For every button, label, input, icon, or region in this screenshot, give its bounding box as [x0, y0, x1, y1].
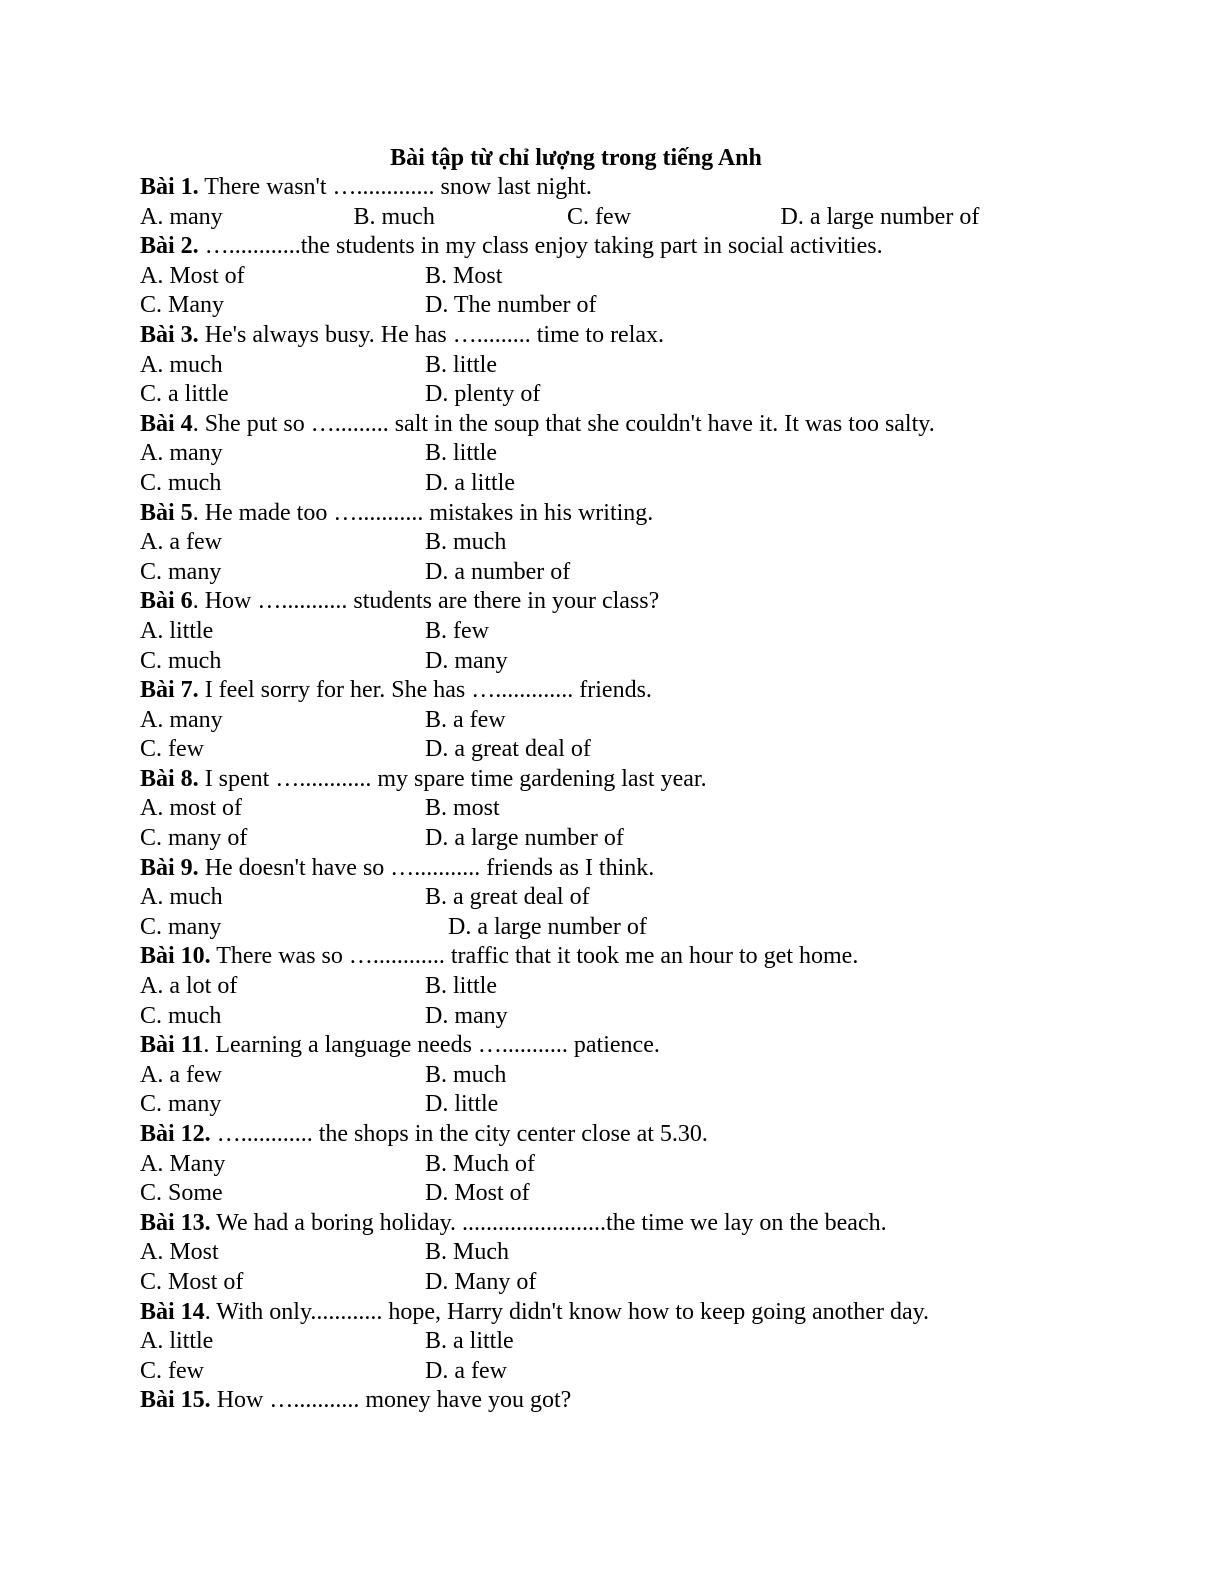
answer-option[interactable]: A. many [140, 203, 223, 230]
question-text: I spent …............ my spare time gardening last year. [198, 765, 707, 792]
answer-options-row [140, 1357, 1020, 1387]
answer-option[interactable]: A. a few [140, 529, 222, 556]
answer-options-row [140, 706, 1020, 736]
question-text: He's always busy. He has …......... time to relax. [198, 321, 665, 348]
question-stem [140, 410, 1020, 440]
question-text: She put so …......... salt in the soup that she couldn't have it. It was too salty. [198, 410, 935, 437]
answer-option[interactable]: D. many [425, 647, 508, 674]
question-number: Bài 15. [140, 1387, 211, 1414]
answer-options-row [140, 883, 1020, 913]
answer-option[interactable]: A. a few [140, 1061, 222, 1088]
answer-option[interactable]: D. a little [425, 469, 515, 496]
answer-option[interactable]: D. a few [425, 1357, 507, 1384]
answer-options-row [140, 380, 1020, 410]
answer-option[interactable]: A. little [140, 617, 214, 644]
answer-options-row [140, 203, 1020, 233]
question-stem [140, 587, 1020, 617]
question-number-separator: . [192, 410, 199, 437]
question-stem [140, 232, 1020, 262]
answer-options-row [140, 1090, 1020, 1120]
answer-option[interactable]: A. Most of [140, 262, 245, 289]
question-text: We had a boring holiday. ........................the time we lay on the beach. [210, 1209, 887, 1236]
answer-option[interactable]: C. much [140, 469, 222, 496]
question-number: Bài 10. [140, 943, 211, 970]
question-stem [140, 854, 1020, 884]
answer-option[interactable]: C. much [140, 1002, 222, 1029]
question-number: Bài 2. [140, 233, 199, 260]
answer-option[interactable]: C. many [140, 1091, 222, 1118]
answer-options-row [140, 735, 1020, 765]
question-stem [140, 942, 1020, 972]
answer-option[interactable]: B. few [425, 617, 489, 644]
question-number-separator: . [192, 499, 199, 526]
question-number: Bài 3. [140, 321, 199, 348]
question-number: Bài 12. [140, 1121, 211, 1147]
answer-options-row [140, 262, 1020, 292]
question-stem [140, 1209, 1020, 1239]
question-text: How …........... money have you got? [210, 1387, 572, 1414]
question-number: Bài 1. [140, 174, 199, 200]
answer-option[interactable]: B. much [425, 529, 507, 556]
answer-option[interactable]: D. little [425, 1091, 499, 1118]
answer-options-row [140, 1002, 1020, 1032]
question-text: He made too …........... mistakes in his writing. [198, 499, 654, 526]
answer-options-row [140, 1150, 1020, 1180]
question-text: There wasn't …............. snow last night. [198, 174, 592, 200]
question-number: Bài 6 [140, 588, 193, 615]
document-title: Bài tập từ chỉ lượng trong tiếng Anh [390, 145, 762, 171]
question-text: He doesn't have so …........... friends as I think. [198, 854, 655, 881]
answer-options-row [140, 439, 1020, 469]
answer-option[interactable]: D. a large number of [425, 825, 624, 852]
question-text: There was so …............ traffic that it took me an hour to get home. [210, 943, 859, 970]
answer-option[interactable]: A. Many [140, 1150, 226, 1177]
answer-option[interactable]: C. much [140, 647, 222, 674]
question-text: How …........... students are there in your class? [198, 588, 660, 615]
answer-options-row [140, 824, 1020, 854]
answer-options-row [140, 528, 1020, 558]
question-stem [140, 1031, 1020, 1061]
question-number-separator: . [203, 1032, 210, 1059]
question-stem [140, 1386, 1020, 1416]
answer-option[interactable]: C. Most of [140, 1268, 244, 1295]
answer-option[interactable]: C. few [140, 736, 204, 763]
answer-option[interactable]: B. Much of [425, 1150, 535, 1177]
answer-options-row [140, 351, 1020, 381]
question-list [140, 173, 1020, 1416]
question-number: Bài 7. [140, 677, 199, 704]
question-number: Bài 11 [140, 1032, 204, 1059]
answer-option[interactable]: B. little [425, 351, 497, 378]
answer-option[interactable]: B. Most [425, 262, 503, 289]
answer-option[interactable]: C. Some [140, 1180, 223, 1207]
answer-options-row [140, 913, 1020, 943]
answer-option[interactable]: A. a lot of [140, 973, 238, 1000]
question-text: With only............ hope, Harry didn't know how to keep going another day. [210, 1298, 930, 1325]
question-text: …............ the shops in the city center close at 5.30. [210, 1121, 708, 1147]
answer-option[interactable]: D. Many of [425, 1268, 537, 1295]
question-stem [140, 765, 1020, 795]
question-number: Bài 8. [140, 765, 199, 792]
answer-option[interactable]: B. a little [425, 1328, 514, 1355]
answer-option[interactable]: D. a great deal of [425, 736, 591, 763]
question-text: Learning a language needs …........... patience. [209, 1032, 660, 1059]
answer-option[interactable]: B. Much [425, 1239, 509, 1266]
answer-option[interactable]: B. little [425, 440, 497, 467]
answer-option[interactable]: D. a large number of [448, 913, 647, 940]
answer-option[interactable]: B. little [425, 973, 497, 1000]
question-stem [140, 321, 1020, 351]
answer-option[interactable]: C. many [140, 913, 222, 940]
answer-options-row [140, 1061, 1020, 1091]
answer-options-row [140, 972, 1020, 1002]
question-number: Bài 4 [140, 410, 193, 437]
question-number: Bài 9. [140, 854, 199, 881]
answer-option[interactable]: D. plenty of [425, 381, 541, 408]
answer-option[interactable]: A. much [140, 351, 223, 378]
answer-options-row [140, 558, 1020, 588]
answer-option[interactable]: B. much [425, 1061, 507, 1088]
question-text: …............the students in my class enjoy taking part in social activities. [198, 233, 883, 260]
answer-option[interactable]: D. Most of [425, 1180, 530, 1207]
answer-option[interactable]: B. a few [425, 706, 506, 733]
answer-option[interactable]: B. most [425, 795, 500, 822]
answer-options-row [140, 1238, 1020, 1268]
answer-options-row [140, 1268, 1020, 1298]
question-number: Bài 14 [140, 1298, 205, 1325]
answer-option[interactable]: A. many [140, 440, 223, 467]
answer-option[interactable]: A. little [140, 1328, 214, 1355]
answer-option[interactable]: D. a large number of [780, 203, 980, 230]
question-number-separator: . [192, 588, 199, 615]
answer-options-row [140, 469, 1020, 499]
answer-option[interactable]: D. a number of [425, 558, 571, 585]
answer-options-row [140, 291, 1020, 321]
question-text: I feel sorry for her. She has …............. friends. [198, 677, 652, 704]
answer-option[interactable]: B. much [353, 203, 435, 230]
answer-options-row [140, 1327, 1020, 1357]
answer-option[interactable]: C. Many [140, 292, 224, 319]
answer-option[interactable]: B. a great deal of [425, 884, 590, 911]
answer-options-row [140, 647, 1020, 677]
answer-option[interactable]: C. few [567, 203, 631, 230]
answer-option[interactable]: A. Most [140, 1239, 219, 1266]
question-stem [140, 676, 1020, 706]
document-page [140, 143, 1020, 1416]
question-number: Bài 13. [140, 1209, 211, 1236]
answer-option[interactable]: A. many [140, 706, 223, 733]
question-stem [140, 1120, 1020, 1150]
question-number-separator: . [204, 1298, 211, 1325]
question-number: Bài 5 [140, 499, 193, 526]
answer-option[interactable]: D. The number of [425, 292, 597, 319]
answer-option[interactable]: C. a little [140, 381, 229, 408]
answer-options-row [140, 1179, 1020, 1209]
question-stem [140, 173, 1020, 203]
answer-options-row [140, 794, 1020, 824]
answer-option[interactable]: C. few [140, 1357, 204, 1384]
answer-option[interactable]: A. most of [140, 795, 242, 822]
answer-options-row [140, 617, 1020, 647]
answer-option[interactable]: D. many [425, 1002, 508, 1029]
answer-option[interactable]: C. many of [140, 825, 248, 852]
question-stem [140, 1298, 1020, 1328]
answer-option[interactable]: A. much [140, 884, 223, 911]
answer-option[interactable]: C. many [140, 558, 222, 585]
question-stem [140, 499, 1020, 529]
